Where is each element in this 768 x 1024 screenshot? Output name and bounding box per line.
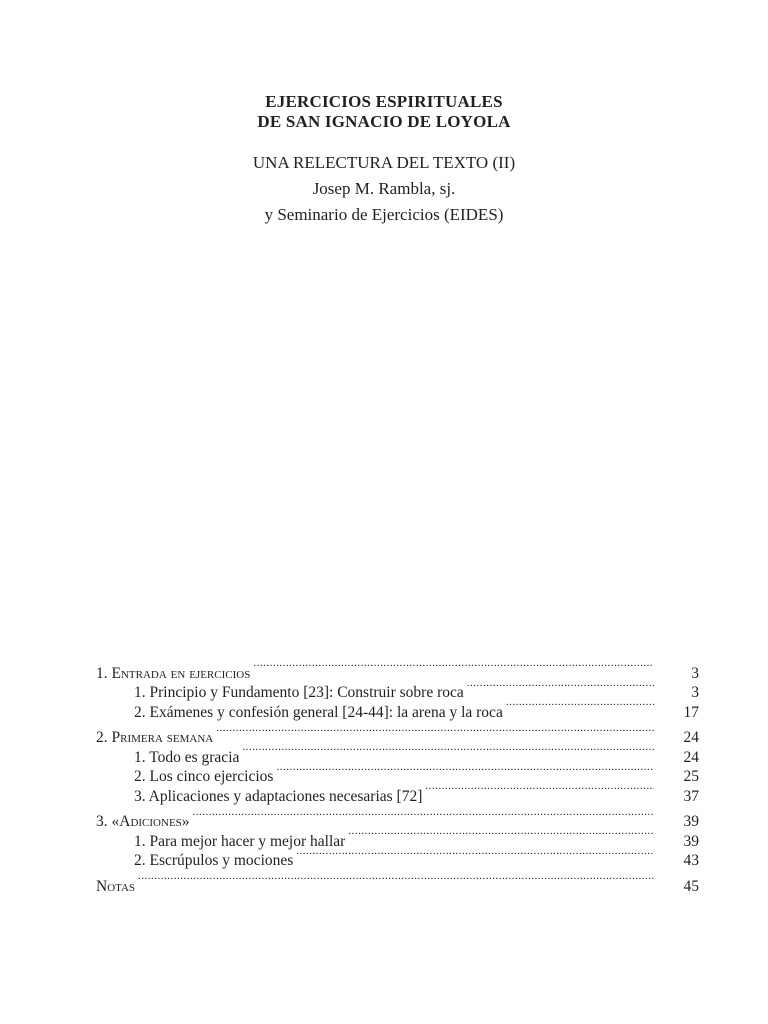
toc-chapter-label: Entrada en ejercicios xyxy=(111,664,251,682)
toc-subentry-label: 2. Los cinco ejercicios xyxy=(134,768,274,785)
toc-subentry-label: 2. Escrúpulos y mociones xyxy=(134,852,294,869)
toc-page-number: 3 xyxy=(691,684,699,701)
toc-page-number: 39 xyxy=(683,832,699,850)
toc-chapter-label: Adiciones xyxy=(119,813,182,830)
toc-entry-title xyxy=(96,877,135,897)
toc-page-number: 43 xyxy=(683,852,699,869)
document-subtitle xyxy=(0,150,768,228)
toc-chapter-label: Primera semana xyxy=(111,729,214,746)
toc-page-number: 25 xyxy=(683,768,699,785)
toc-chapter-notes[interactable] xyxy=(96,871,699,895)
dot-leader xyxy=(138,871,654,891)
title-line-1: EJERCICIOS ESPIRITUALES xyxy=(265,92,503,111)
dot-leader xyxy=(348,826,654,846)
toc-chapter-label: Notas xyxy=(96,877,136,895)
toc-entry-title xyxy=(96,664,250,684)
toc-page-number: 24 xyxy=(683,729,699,746)
toc-chapter-number: 2. xyxy=(96,729,112,746)
toc-subentry-label: 3. Aplicaciones y adaptaciones necesarias [72] xyxy=(134,787,423,805)
toc-page-number: 17 xyxy=(683,703,699,721)
toc-entry-title xyxy=(96,728,213,748)
toc-subentry-label: 1. Para mejor hacer y mejor hallar xyxy=(134,832,346,850)
toc-subentry-label: 1. Todo es gracia xyxy=(134,748,240,766)
toc-page-number: 24 xyxy=(683,748,699,766)
title-line-2: DE SAN IGNACIO DE LOYOLA xyxy=(257,112,511,131)
toc-page-number: 39 xyxy=(683,813,699,830)
author-line: Josep M. Rambla, sj. xyxy=(312,179,456,198)
dot-leader xyxy=(467,678,654,698)
table-of-contents xyxy=(96,658,699,895)
dot-leader xyxy=(216,723,654,743)
coauthor-line: y Seminario de Ejercicios (EIDES) xyxy=(264,205,504,224)
toc-page-number: 45 xyxy=(683,877,699,895)
toc-chapter-number: 3. « xyxy=(96,813,120,830)
subtitle-line: UNA RELECTURA DEL TEXTO (II) xyxy=(252,153,516,172)
document-title xyxy=(0,92,768,132)
toc-chapter-suffix: » xyxy=(181,813,190,830)
toc-chapter[interactable] xyxy=(96,658,699,682)
toc-chapter-number: 1. xyxy=(96,664,112,682)
dot-leader xyxy=(193,807,654,827)
toc-subentry-label: 2. Exámenes y confesión general [24-44]: la arena y la roca xyxy=(134,703,503,721)
toc-page-number: 3 xyxy=(691,664,699,682)
dot-leader xyxy=(276,762,654,782)
toc-page-number: 37 xyxy=(683,787,699,805)
dot-leader xyxy=(506,697,654,717)
dot-leader xyxy=(296,846,654,866)
dot-leader xyxy=(253,658,654,678)
toc-subentry-label: 1. Principio y Fundamento [23]: Construir sobre roca xyxy=(134,684,464,701)
toc-entry-title xyxy=(96,812,190,832)
toc-chapter[interactable] xyxy=(96,807,699,830)
dot-leader xyxy=(425,781,654,801)
dot-leader xyxy=(242,742,654,762)
toc-chapter[interactable] xyxy=(96,723,699,746)
